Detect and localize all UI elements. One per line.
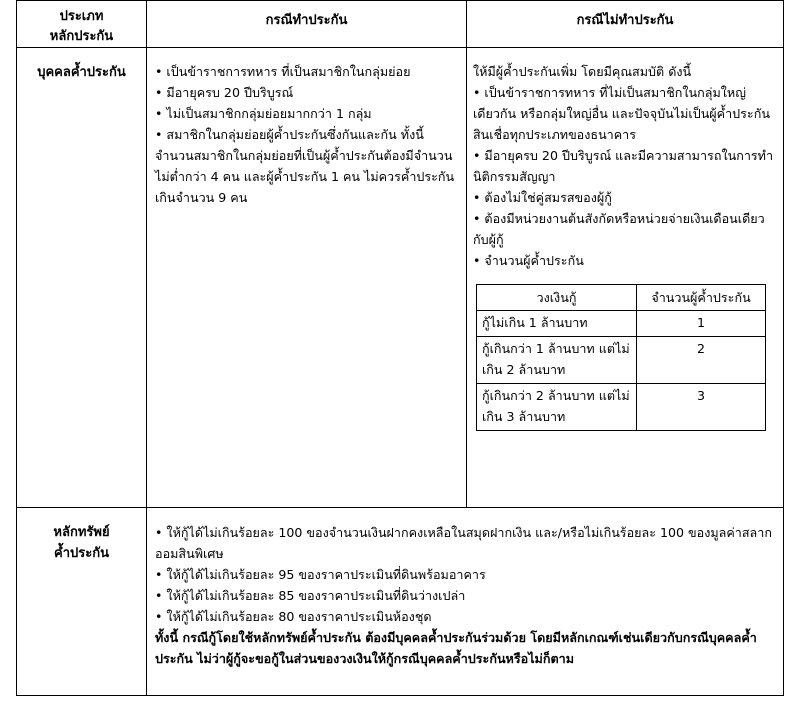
collateral-cell: [147, 508, 784, 696]
count-limit: กู้เกินกว่า 2 ล้านบาท แต่ไม่เกิน 3 ล้านบาท: [477, 384, 637, 431]
header-insured: กรณีทำประกัน: [147, 1, 467, 48]
insured-item: • ไม่เป็นสมาชิกกลุ่มย่อยมากกว่า 1 กลุ่ม: [155, 106, 372, 121]
collateral-label-line2: ค้ำประกัน: [54, 546, 109, 561]
collateral-label: [17, 508, 147, 696]
collateral-item: • ให้กู้ได้ไม่เกินร้อยละ 100 ของจำนวนเงินฝากคงเหลือในสมุดฝากเงิน และ/หรือไม่เกินร้อยละ 100 ของมูลค่าสลากออมสินพิเศษ: [155, 525, 772, 561]
count-table-row: [477, 384, 766, 431]
collateral-label-line1: หลักทรัพย์: [53, 525, 110, 540]
guarantor-count-table: [476, 284, 766, 431]
count-value: 3: [637, 384, 766, 431]
count-table-row: [477, 311, 766, 337]
count-value: 2: [637, 337, 766, 384]
guarantor-label: บุคคลค้ำประกัน: [17, 48, 147, 508]
guarantor-uninsured-cell: [467, 48, 784, 508]
uninsured-item: • ต้องไม่ใช่คู่สมรสของผู้กู้: [473, 190, 612, 205]
uninsured-item: • เป็นข้าราชการทหาร ที่ไม่เป็นสมาชิกในกลุ่มใหญ่เดียวกัน หรือกลุ่มใหญ่อื่น และปัจจุบันไม่เป็นผู้ค้ำประกันสินเชื่อทุกประเภทของธนาคาร: [473, 85, 770, 142]
collateral-item: • ให้กู้ได้ไม่เกินร้อยละ 85 ของราคาประเมินที่ดินว่างเปล่า: [155, 588, 466, 603]
count-header-limit: วงเงินกู้: [477, 285, 637, 311]
collateral-note: ทั้งนี้ กรณีกู้โดยใช้หลักทรัพย์ค้ำประกัน ต้องมีบุคคลค้ำประกันร่วมด้วย โดยมีหลักเกณฑ์เช่นเดียวกับกรณีบุคคลค้ำประกัน ไม่ว่าผู้กู้จะขอกู้ในส่วนของวงเงินให้กู้กรณีบุคคลค้ำประกันหรือไม่ก็ตาม: [155, 630, 757, 666]
header-type: [17, 1, 147, 48]
count-table-header: [477, 285, 766, 311]
loan-collateral-table: [16, 0, 784, 696]
count-table-row: [477, 337, 766, 384]
header-type-line1: ประเภท: [59, 9, 104, 24]
collateral-item: • ให้กู้ได้ไม่เกินร้อยละ 80 ของราคาประเมินห้องชุด: [155, 609, 432, 624]
insured-item: • มีอายุครบ 20 ปีบริบูรณ์: [155, 85, 294, 100]
header-row: [17, 1, 784, 48]
count-limit: กู้เกินกว่า 1 ล้านบาท แต่ไม่เกิน 2 ล้านบาท: [477, 337, 637, 384]
count-header-count: จำนวนผู้ค้ำประกัน: [637, 285, 766, 311]
count-value: 1: [637, 311, 766, 337]
collateral-item: • ให้กู้ได้ไม่เกินร้อยละ 95 ของราคาประเมินที่ดินพร้อมอาคาร: [155, 567, 486, 582]
guarantor-insured-cell: [147, 48, 467, 508]
uninsured-intro: ให้มีผู้ค้ำประกันเพิ่ม โดยมีคุณสมบัติ ดังนี้: [473, 64, 692, 79]
header-type-line2: หลักประกัน: [49, 29, 114, 44]
collateral-row: [17, 508, 784, 696]
uninsured-item: • จำนวนผู้ค้ำประกัน: [473, 253, 584, 268]
header-uninsured: กรณีไม่ทำประกัน: [467, 1, 784, 48]
guarantor-row: [17, 48, 784, 508]
count-limit: กู้ไม่เกิน 1 ล้านบาท: [477, 311, 637, 337]
uninsured-item: • ต้องมีหน่วยงานต้นสังกัดหรือหน่วยจ่ายเงินเดือนเดียวกับผู้กู้: [473, 211, 765, 247]
uninsured-item: • มีอายุครบ 20 ปีบริบูรณ์ และมีความสามารถในการทำนิติกรรมสัญญา: [473, 148, 774, 184]
insured-item: • เป็นข้าราชการทหาร ที่เป็นสมาชิกในกลุ่มย่อย: [155, 64, 411, 79]
insured-item: • สมาชิกในกลุ่มย่อยผู้ค้ำประกันซึ่งกันและกัน ทั้งนี้ จำนวนสมาชิกในกลุ่มย่อยที่เป็นผู้ค้ำประกันต้องมีจำนวนไม่ต่ำกว่า 4 คน และผู้ค้ำประกัน 1 คน ไม่ควรค้ำประกันเกินจำนวน 9 คน: [155, 127, 455, 205]
